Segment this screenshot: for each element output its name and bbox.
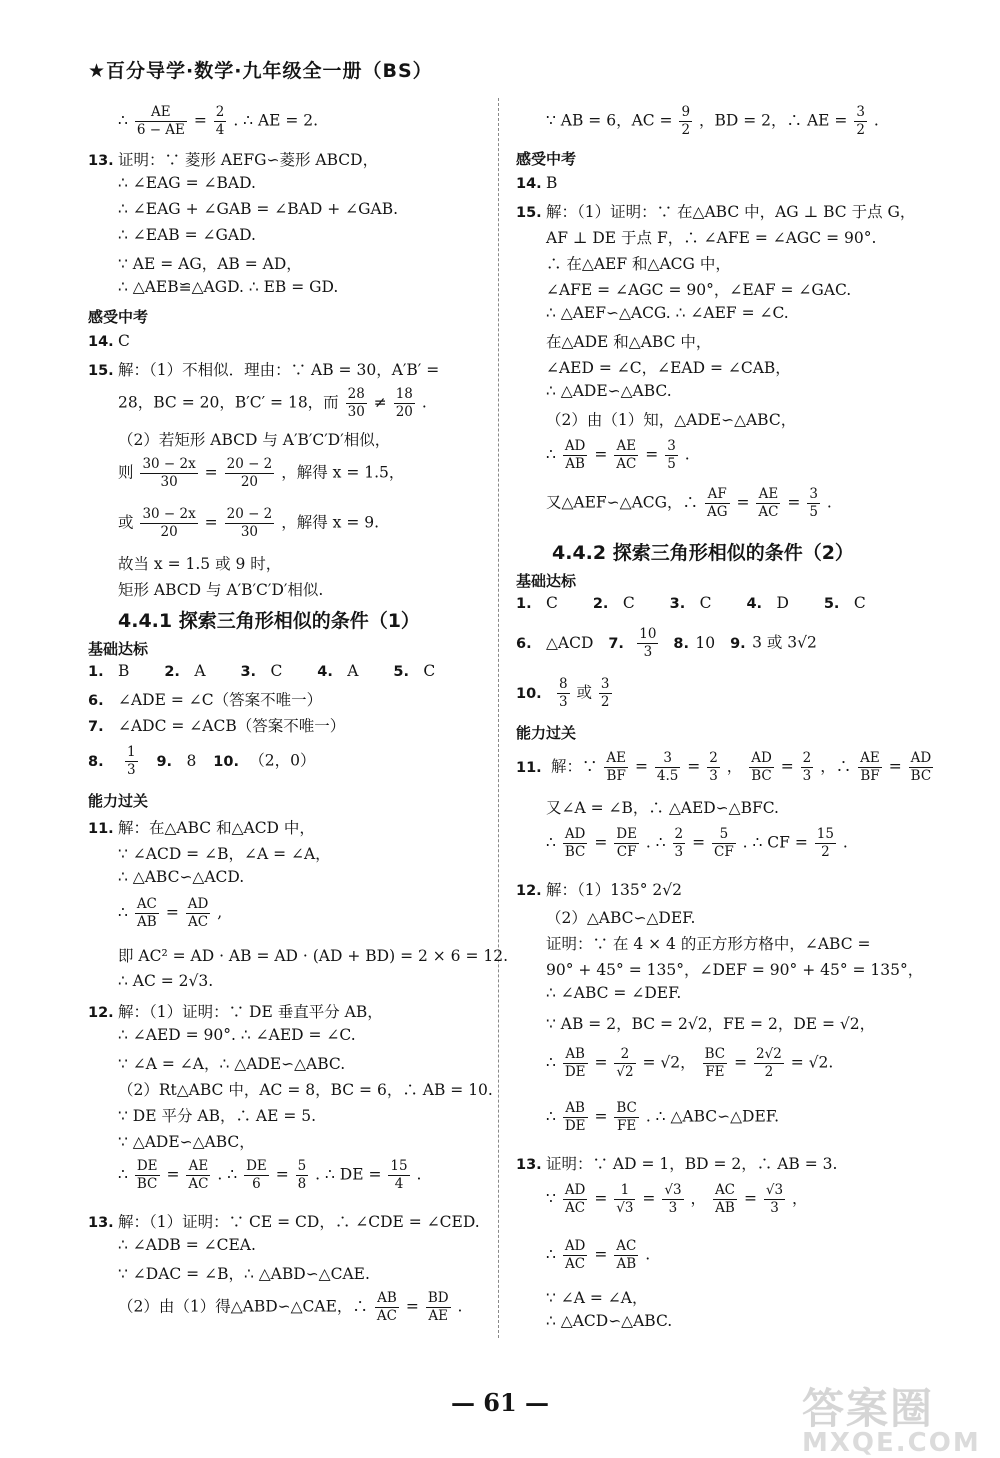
section-heading: 基础达标: [516, 572, 577, 590]
answer-line: 即 AC² = AD · AB = AD · (AD + BD) = 2 × 6 = 12.: [118, 947, 509, 965]
fraction: $\frac{15}{2}$: [816, 826, 834, 860]
answer-line: ∴ ∠EAG = ∠BAD.: [118, 174, 256, 192]
answer-line: （2）△ABC∽△DEF.: [546, 909, 696, 927]
fraction: $\frac{10}{3}$: [639, 626, 657, 660]
fraction: $\frac{30 - 2x}{30}$: [142, 456, 196, 490]
fraction: $\frac{20 - 2}{20}$: [226, 456, 273, 490]
column-divider: [498, 98, 499, 1338]
section-title: 4.4.2 探索三角形相似的条件（2）: [552, 542, 854, 564]
fraction: $\frac{AE}{BF}$: [606, 750, 626, 784]
fraction: $\frac{AC}{AB}$: [714, 1182, 736, 1216]
section-heading: 基础达标: [88, 640, 149, 658]
watermark-logo: [802, 1376, 982, 1458]
answer-line: ∵ DE 平分 AB，∴ AE = 5.: [118, 1107, 317, 1125]
fraction: $\frac{5}{8}$: [297, 1158, 307, 1192]
section-heading: 感受中考: [516, 150, 577, 168]
answer-line: ∴ ∠AED = 90°. ∴ ∠AED = ∠C.: [118, 1026, 356, 1044]
answer-line: ∵ AB = 2，BC = 2√2，FE = 2，DE = √2，: [546, 1015, 876, 1033]
fraction: $\frac{5}{CF}$: [714, 826, 734, 860]
fraction: $\frac{√3}{3}$: [664, 1182, 682, 1216]
answer-line: 又∠A = ∠B，∴ △AED∽△BFC.: [546, 799, 779, 817]
answer-line: 15. 解：（1）不相似．理由：∵ AB = 30，A′B′ =: [88, 361, 440, 379]
fraction: $\frac{20 - 2}{30}$: [226, 506, 273, 540]
answer-line: ∵ AB = 6，AC = $\frac{9}{2}$ ，BD = 2，∴ AE = $\frac{3}{2}$ .: [546, 104, 879, 138]
answer-line: ∴ $\frac{AD}{AC}$ = $\frac{AC}{AB}$ .: [546, 1238, 651, 1272]
answer-line: 13. 证明：∵ AD = 1，BD = 2，∴ AB = 3.: [516, 1155, 838, 1173]
answer-line: ∴ 在△AEF 和△ACG 中，: [546, 255, 731, 273]
answer-line: ∵ △ADE∽△ABC，: [118, 1133, 255, 1151]
fraction: $\frac{AE}{AC}$: [616, 438, 637, 472]
fraction: $\frac{AD}{BC}$: [564, 826, 586, 860]
answer-line: 12. 解：（1）135° 2√2: [516, 881, 682, 899]
fraction: $\frac{AB}{AC}$: [376, 1290, 397, 1324]
fraction: $\frac{3}{2}$: [600, 676, 610, 710]
fraction: $\frac{2}{3}$: [709, 750, 718, 784]
answer-line: ∵ ∠ACD = ∠B，∠A = ∠A，: [118, 845, 331, 863]
answer-row: 1. B 2. A 3. C 4. A 5. C: [88, 662, 436, 680]
fraction: $\frac{3}{4.5}$: [656, 750, 679, 784]
fraction: $\frac{DE}{CF}$: [616, 826, 637, 860]
fraction: $\frac{30 - 2x}{20}$: [142, 506, 196, 540]
answer-line: ∠AED = ∠C，∠EAD = ∠CAB，: [546, 359, 791, 377]
answer-line: ∵ ∠A = ∠A，: [546, 1289, 648, 1307]
fraction: $\frac{AD}{AC}$: [187, 896, 209, 930]
answer-line: 矩形 ABCD 与 A′B′C′D′相似.: [118, 581, 324, 599]
answer-line: 证明：∵ 在 4 × 4 的正方形方格中，∠ABC =: [546, 935, 871, 953]
answer-line: 12. 解：（1）证明：∵ DE 垂直平分 AB，: [88, 1003, 383, 1021]
fraction: $\frac{15}{4}$: [390, 1158, 408, 1192]
fraction: $\frac{DE}{6}$: [246, 1158, 267, 1192]
fraction: $\frac{2}{√2}$: [616, 1046, 634, 1080]
answer-line: ∠AFE = ∠AGC = 90°，∠EAF = ∠GAC.: [546, 281, 852, 299]
answer-line: （2）由（1）得△ABD∽△CAE，∴ $\frac{AB}{AC}$ = $\frac{BD}{AE}$ .: [118, 1290, 463, 1324]
fraction: $\frac{BD}{AE}$: [427, 1290, 449, 1324]
fraction: $\frac{AE}{6 - AE}$: [136, 104, 185, 138]
answer-line: 7. ∠ADC = ∠ACB（答案不唯一）: [88, 717, 346, 735]
answer-line: 13. 解：（1）证明：∵ CE = CD，∴ ∠CDE = ∠CED.: [88, 1213, 480, 1231]
fraction: $\frac{3}{5}$: [809, 486, 818, 520]
answer-line: ∴ $\frac{AD}{BC}$ = $\frac{DE}{CF}$ . ∴ $\frac{2}{3}$ = $\frac{5}{CF}$ . ∴ CF = $\frac{15}{2}$ .: [546, 826, 848, 860]
answer-line: 又△AEF∽△ACG，∴ $\frac{AF}{AG}$ = $\frac{AE}{AC}$ = $\frac{3}{5}$ .: [546, 486, 832, 520]
answer-row: 10. $\frac{8}{3}$ 或 $\frac{3}{2}$: [516, 676, 610, 710]
fraction: $\frac{9}{2}$: [681, 104, 691, 138]
fraction: $\frac{AD}{AB}$: [564, 438, 586, 472]
section-heading: 能力过关: [516, 724, 577, 742]
fraction: $\frac{AC}{AB}$: [616, 1238, 637, 1272]
answer-line: ∴ $\frac{AB}{DE}$ = $\frac{BC}{FE}$ . ∴ △ABC∽△DEF.: [546, 1100, 780, 1134]
fraction: $\frac{BC}{FE}$: [616, 1100, 637, 1134]
answer-line: AF ⊥ DE 于点 F，∴ ∠AFE = ∠AGC = 90°.: [546, 229, 877, 247]
answer-line: 15. 解：（1）证明：∵ 在△ABC 中，AG ⊥ BC 于点 G，: [516, 203, 916, 221]
answer-line: ∴ AC = 2√3.: [118, 972, 214, 990]
fraction: $\frac{AE}{AC}$: [188, 1158, 209, 1192]
answer-line: （2）Rt△ABC 中，AC = 8，BC = 6，∴ AB = 10.: [118, 1081, 493, 1099]
answer-line: 在△ADE 和△ABC 中，: [546, 333, 712, 351]
answer-line: ∴ △ADE∽△ABC.: [546, 382, 672, 400]
answer-line: 则 $\frac{30 - 2x}{30}$ = $\frac{20 - 2}{20}$ ，解得 x = 1.5，: [118, 456, 405, 490]
answer-line: ∴ $\frac{AC}{AB}$ = $\frac{AD}{AC}$ ,: [118, 896, 223, 930]
answer-line: ∴ ∠ABC = ∠DEF.: [546, 984, 682, 1002]
answer-line: ∴ $\frac{AB}{DE}$ = $\frac{2}{√2}$ = √2， $\frac{BC}{FE}$ = $\frac{2√2}{2}$ = √2.: [546, 1046, 834, 1080]
answer-line: ∴ ∠EAG + ∠GAB = ∠BAD + ∠GAB.: [118, 200, 399, 218]
fraction: $\frac{DE}{BC}$: [136, 1158, 158, 1192]
answer-line: ∴ △ABC∽△ACD.: [118, 868, 245, 886]
answer-line: （2）若矩形 ABCD 与 A′B′C′D′相似，: [118, 431, 391, 449]
fraction: $\frac{AD}{BC}$: [910, 750, 932, 784]
fraction: $\frac{AE}{AC}$: [758, 486, 779, 520]
section-heading: 感受中考: [88, 308, 149, 326]
answer-line: 13. 证明：∵ 菱形 AEFG∽菱形 ABCD，: [88, 151, 379, 169]
fraction: $\frac{8}{3}$: [558, 676, 568, 710]
fraction: $\frac{√3}{3}$: [765, 1182, 784, 1216]
answer-line: 14. B: [516, 174, 558, 192]
fraction: $\frac{1}{3}$: [126, 744, 136, 778]
answer-line: ∵ ∠A = ∠A，∴ △ADE∽△ABC.: [118, 1055, 346, 1073]
fraction: $\frac{28}{30}$: [347, 386, 365, 420]
fraction: $\frac{2√2}{2}$: [756, 1046, 782, 1080]
fraction: $\frac{AB}{DE}$: [564, 1100, 586, 1134]
answer-line: ∴ △ACD∽△ABC.: [546, 1312, 673, 1330]
answer-line: ∴ △AEF∽△ACG. ∴ ∠AEF = ∠C.: [546, 304, 789, 322]
fraction: $\frac{3}{2}$: [856, 104, 865, 138]
answer-line: 故当 x = 1.5 或 9 时，: [118, 555, 282, 573]
answer-line: （2）由（1）知，△ADE∽△ABC，: [546, 411, 797, 429]
answer-line: ∴ $\frac{DE}{BC}$ = $\frac{AE}{AC}$ . ∴ $\frac{DE}{6}$ = $\frac{5}{8}$ . ∴ DE = $\frac{15}{4}$ .: [118, 1158, 422, 1192]
fraction: $\frac{18}{20}$: [395, 386, 413, 420]
fraction: $\frac{2}{3}$: [674, 826, 684, 860]
answer-row: 1. C 2. C 3. C 4. D 5. C: [516, 594, 866, 612]
answer-line: 14. C: [88, 332, 130, 350]
fraction: $\frac{AB}{DE}$: [564, 1046, 586, 1080]
fraction: $\frac{AD}{BC}$: [751, 750, 772, 784]
fraction: $\frac{BC}{FE}$: [704, 1046, 726, 1080]
answer-line: 11. 解：在△ABC 和△ACD 中，: [88, 819, 315, 837]
answer-line: 11. 解：∵ $\frac{AE}{BF}$ = $\frac{3}{4.5}$ = $\frac{2}{3}$ ， $\frac{AD}{BC}$ = $\frac{2}{3}$ ，∴ $\frac{AE}{BF}$ = $\frac{AD}{BC}$: [516, 750, 932, 784]
answer-line: 或 $\frac{30 - 2x}{20}$ = $\frac{20 - 2}{30}$ ，解得 x = 9.: [118, 506, 380, 540]
section-title: 4.4.1 探索三角形相似的条件（1）: [118, 610, 420, 632]
answer-line: ∵ ∠DAC = ∠B，∴ △ABD∽△CAE.: [118, 1265, 370, 1283]
fraction: $\frac{3}{5}$: [667, 438, 676, 472]
answer-line: ∴ ∠EAB = ∠GAD.: [118, 226, 256, 244]
answer-row: 6. △ACD 7. $\frac{10}{3}$ 8. 10 9. 3 或 3√2: [516, 626, 817, 660]
fraction: $\frac{AE}{BF}$: [860, 750, 880, 784]
book-header: ★百分导学·数学·九年级全一册（BS）: [88, 60, 433, 82]
answer-line: ∴ ∠ADB = ∠CEA.: [118, 1236, 256, 1254]
watermark-text: 答案圈: [802, 1384, 935, 1433]
fraction: $\frac{AD}{AC}$: [564, 1182, 586, 1216]
answer-line: 6. ∠ADE = ∠C（答案不唯一）: [88, 691, 323, 709]
fraction: $\frac{AD}{AC}$: [564, 1238, 586, 1272]
answer-line: ∴ $\frac{AD}{AB}$ = $\frac{AE}{AC}$ = $\frac{3}{5}$ .: [546, 438, 690, 472]
fraction: $\frac{2}{4}$: [215, 104, 225, 138]
answer-line: ∴ △AEB≌△AGD. ∴ EB = GD.: [118, 278, 339, 296]
answer-line: 28，BC = 20，B′C′ = 18，而 $\frac{28}{30}$ ≠ $\frac{18}{20}$ .: [118, 386, 427, 420]
fraction: $\frac{1}{√3}$: [616, 1182, 634, 1216]
answer-line: 90° + 45° = 135°，∠DEF = 90° + 45° = 135°，: [546, 961, 924, 979]
answer-line: ∵ AE = AG，AB = AD，: [118, 255, 302, 273]
watermark-url: MXQE.COM: [802, 1428, 981, 1458]
fraction: $\frac{AC}{AB}$: [136, 896, 157, 930]
fraction: $\frac{2}{3}$: [802, 750, 812, 784]
answer-row: 8. $\frac{1}{3}$ 9. 8 10. （2，0）: [88, 744, 316, 778]
fraction: $\frac{AF}{AG}$: [706, 486, 728, 520]
section-heading: 能力过关: [88, 792, 149, 810]
page-number: — 61 —: [450, 1388, 550, 1417]
answer-line: ∴ $\frac{AE}{6 - AE}$ = $\frac{2}{4}$ . ∴ AE = 2.: [118, 104, 319, 138]
answer-line: ∵ $\frac{AD}{AC}$ = $\frac{1}{√3}$ = $\frac{√3}{3}$ ， $\frac{AC}{AB}$ = $\frac{√3}{3}$ ，: [546, 1182, 808, 1216]
